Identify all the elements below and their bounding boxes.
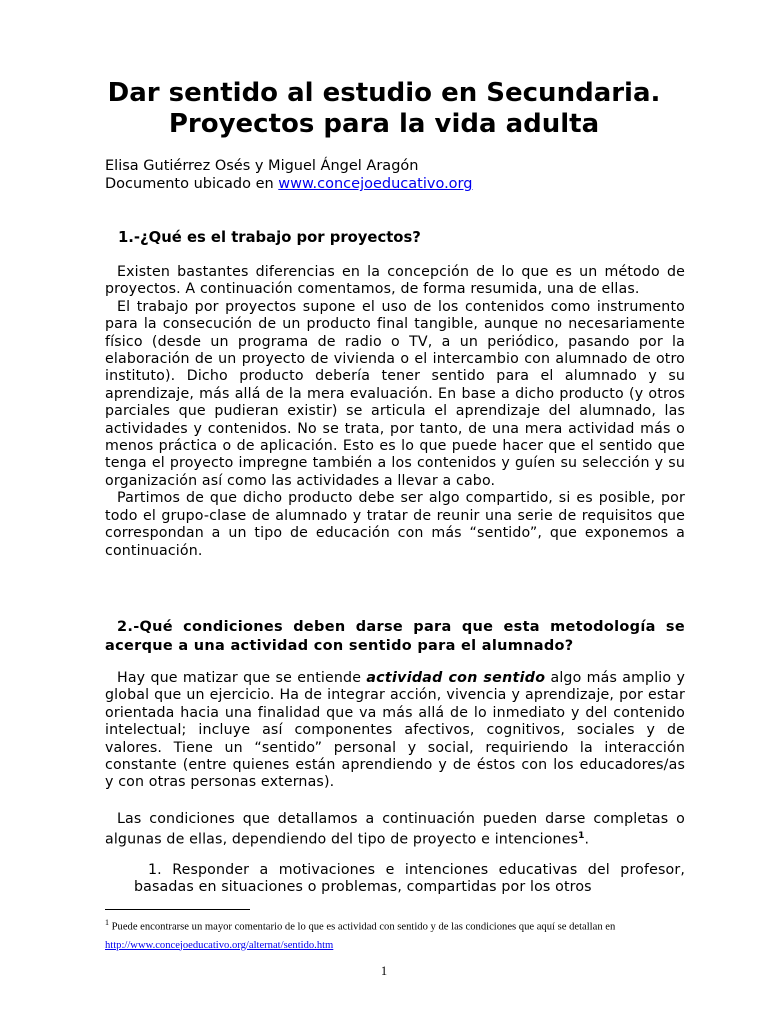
paragraph-text: . [584,832,590,849]
section-2-body-continued [105,811,685,850]
paragraph-text: Hay que matizar que se entiende [117,670,367,686]
title-line-1: Dar sentido al estudio en Secundaria. [107,78,661,108]
section-1-body [105,264,685,560]
title-line-2: Proyectos para la vida adulta [168,109,600,139]
footnote-link[interactable]: http://www.concejoeducativo.org/alternat/sentido.htm [105,939,334,951]
section-1-heading: 1.-¿Qué es el trabajo por proyectos? [118,229,421,246]
footnote-text: Puede encontrarse un mayor comentario de lo que es actividad con sentido y de las condiciones que aquí se detallan en [109,921,616,933]
paragraph [105,670,685,792]
footnote-mark: 1 [105,918,109,927]
footnote [105,914,680,955]
paragraph: Existen bastantes diferencias en la concepción de lo que es un método de proyectos. A continuación comentamos, de forma resumida, una de ellas. [105,264,685,298]
list-item: 1. Responder a motivaciones e intenciones educativas del profesor, basadas en situaciones o problemas, compartidas por los otros [134,862,685,896]
location-line [105,175,665,193]
paragraph-text: Las condiciones que detallamos a continuación pueden darse completas o algunas de ellas, dependiendo del tipo de proyecto e intenciones [105,811,685,849]
emphasis-text: actividad con sentido [366,670,546,686]
page-number: 1 [380,964,388,978]
section-2-body [105,670,685,792]
conditions-list [134,862,685,897]
footnote-divider [105,909,250,910]
section-2-heading: 2.-Qué condiciones deben darse para que esta metodología se acerque a una actividad con sentido para el alumnado? [105,619,685,654]
paragraph: El trabajo por proyectos supone el uso de los contenidos como instrumento para la consecución de un producto final tangible, aunque no necesariamente físico (desde un programa de radio o TV, a un periódico, pasando por la elaboración de un proyecto de vivienda o el intercambio con alumnado de otro instituto). Dicho producto debería tener sentido para el alumnado y su aprendizaje, más allá de la mera evaluación. En base a dicho producto (y otros parciales que pudieran existir) se articula el aprendizaje del alumnado, las actividades y contenidos. No se trata, por tanto, de una mera actividad más o menos práctica o de aplicación. Esto es lo que puede hacer que el sentido que tenga el proyecto impregne también a los contenidos y guíen su selección y su organización así como las actividades a llevar a cabo. [105,298,685,489]
location-prefix: Documento ubicado en [105,176,279,192]
paragraph [105,811,685,850]
website-link[interactable]: www.concejoeducativo.org [278,176,473,192]
footnote-reference[interactable]: 1 [578,831,585,842]
paragraph-text: algo más amplio y global que un ejercicio. Ha de integrar acción, vivencia y aprendizaje, por estar orientada hacia una finalidad que va más allá de lo inmediato y del contenido intelectual; incluye así componentes afectivos, cognitivos, sociales y de valores. Tiene un “sentido” personal y social, requiriendo la interacción constante (entre quienes están aprendiendo y de éstos con los educadores/as y con otras personas externas). [105,670,685,791]
paragraph: Partimos de que dicho producto debe ser algo compartido, si es posible, por todo el grupo-clase de alumnado y tratar de reunir una serie de requisitos que correspondan a un tipo de educación con más “sentido”, que exponemos a continuación. [105,490,685,559]
document-meta [105,157,665,193]
authors: Elisa Gutiérrez Osés y Miguel Ángel Aragón [105,158,419,174]
document-title [60,78,708,140]
